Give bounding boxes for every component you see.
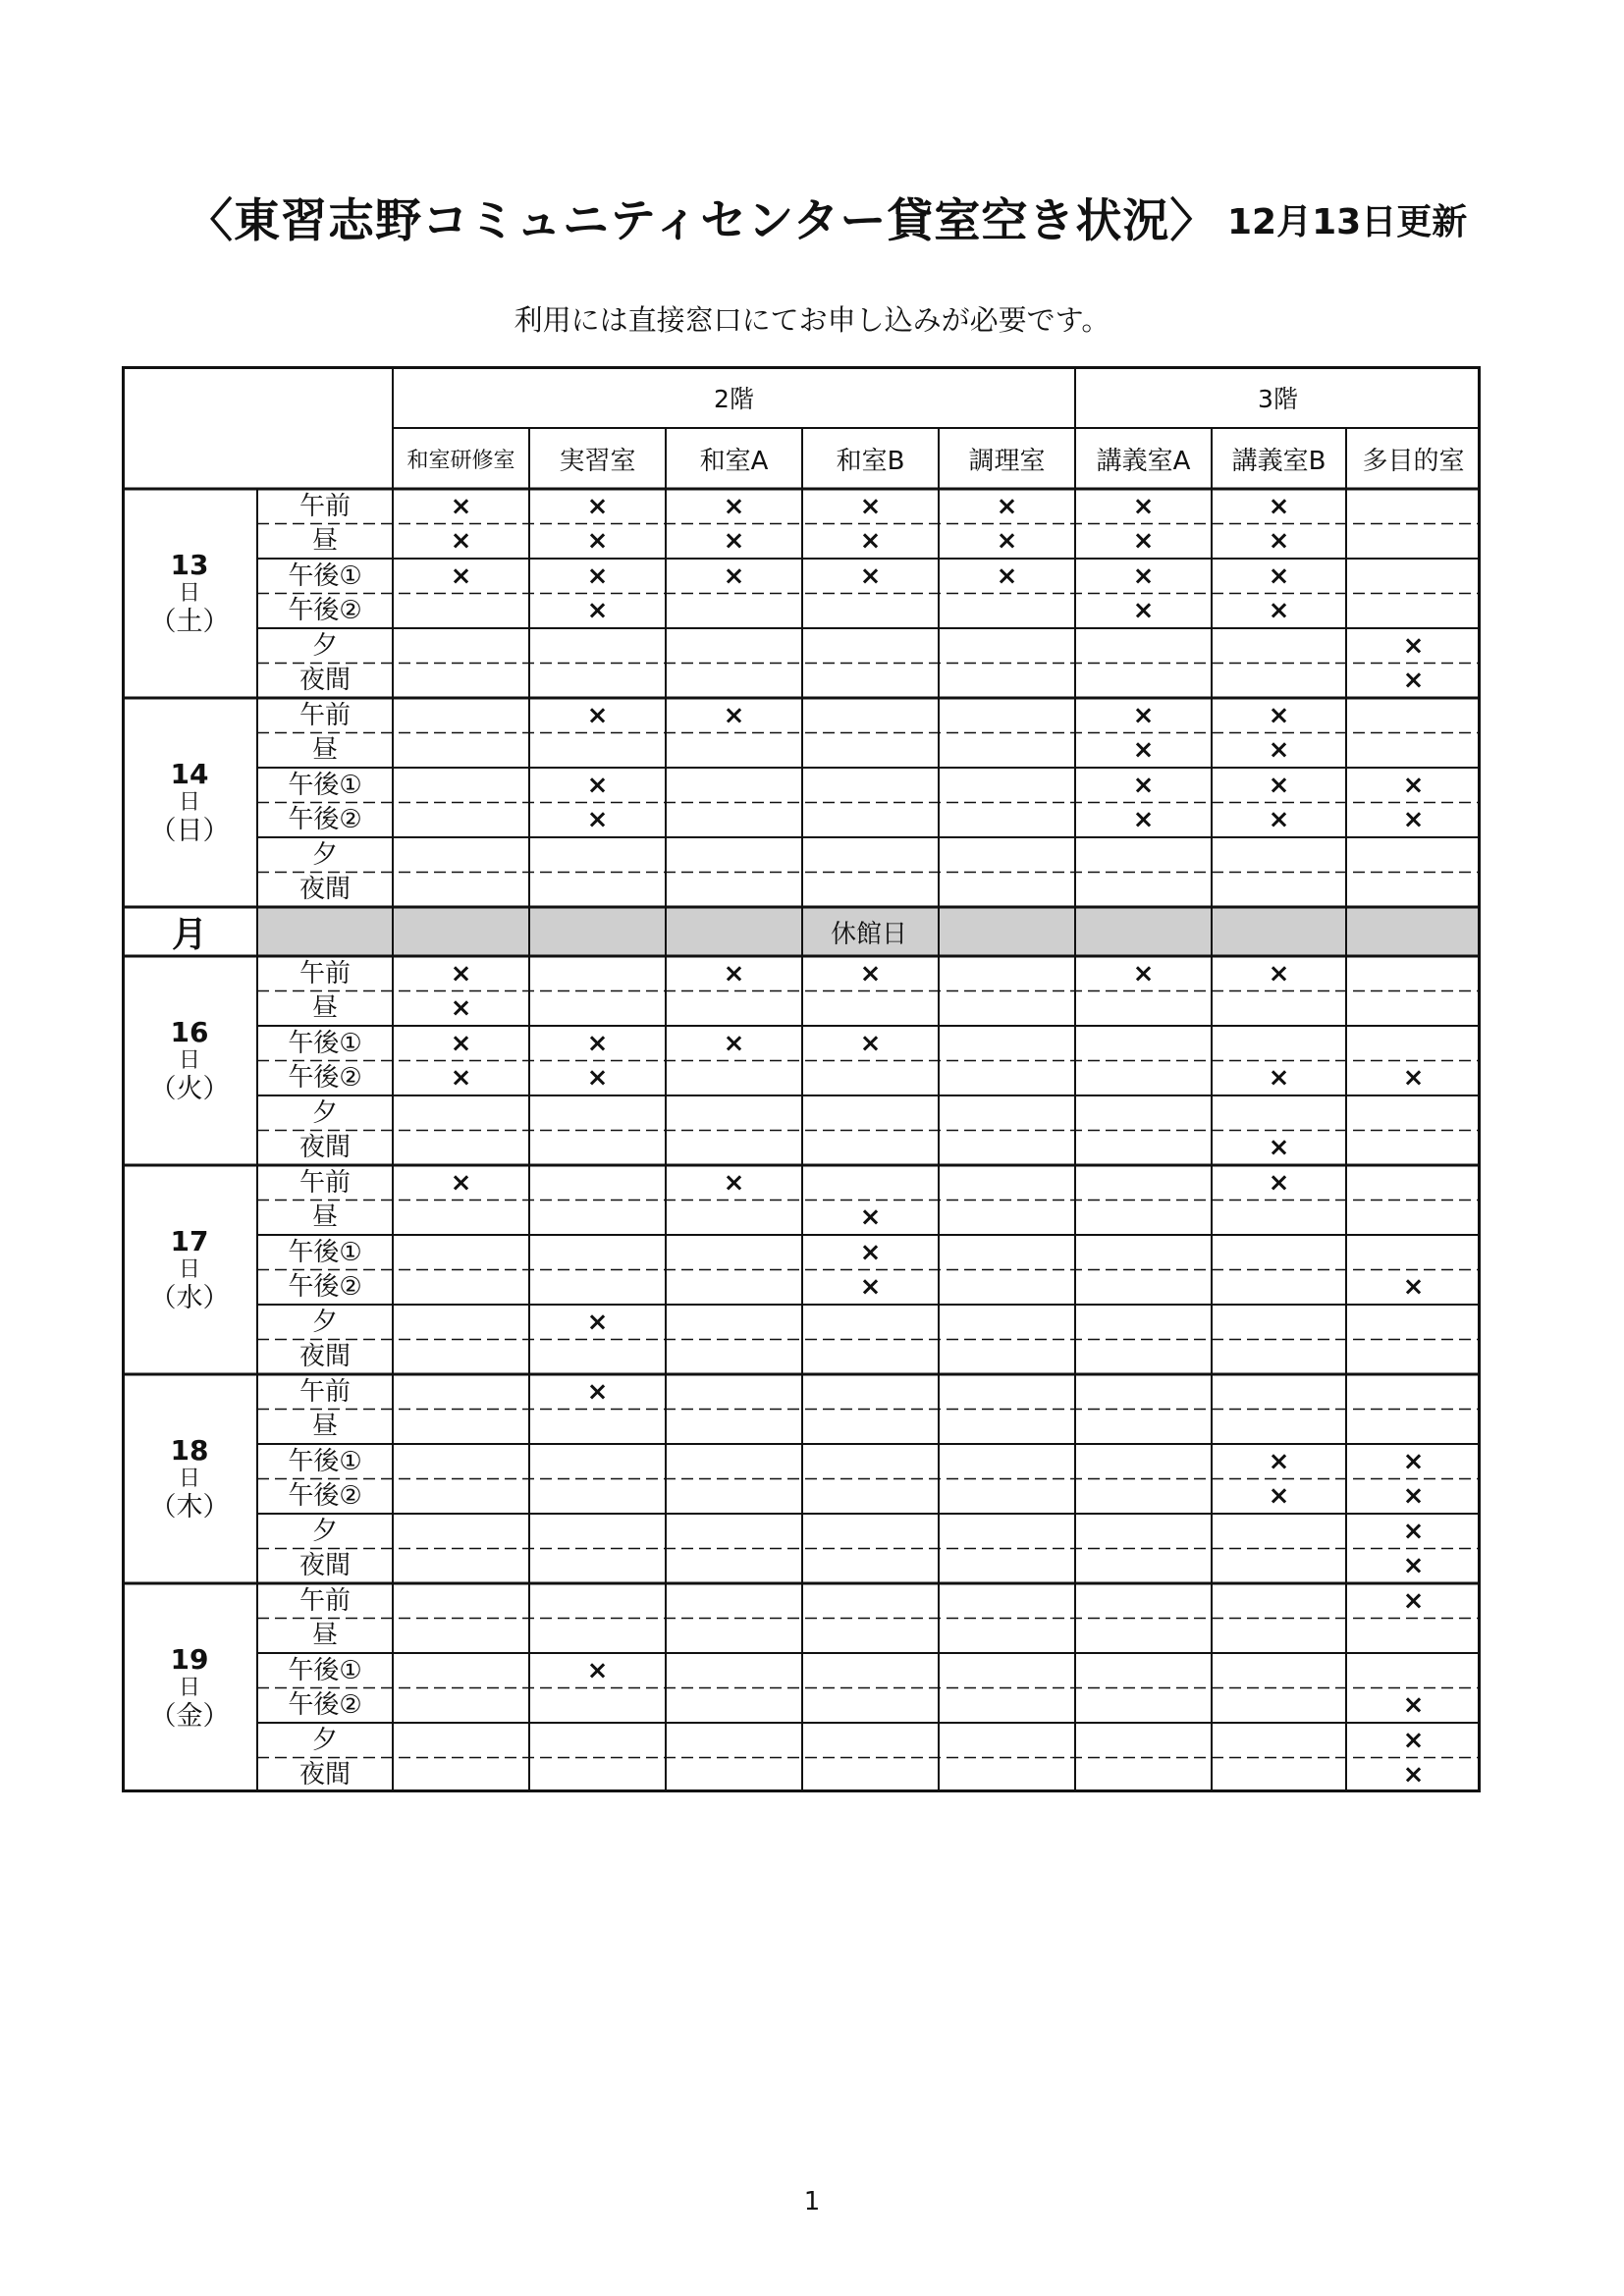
time-slot-label: 午前 bbox=[298, 1585, 351, 1616]
booked-mark: × bbox=[1402, 1551, 1425, 1581]
time-slot-label: 夜間 bbox=[298, 1133, 351, 1163]
booked-mark: × bbox=[1402, 1481, 1425, 1512]
time-slot-label: 夕 bbox=[311, 630, 338, 661]
booked-mark: × bbox=[586, 1307, 609, 1337]
day-unit: 日 bbox=[178, 581, 200, 607]
booked-mark: × bbox=[1402, 1446, 1425, 1476]
day-unit: 日 bbox=[178, 790, 200, 816]
booked-mark: × bbox=[996, 561, 1018, 591]
day-label bbox=[122, 698, 257, 907]
time-slot-label: 夜間 bbox=[298, 1760, 351, 1790]
day-unit: 日 bbox=[178, 1467, 200, 1492]
booked-mark: × bbox=[1132, 770, 1155, 800]
time-slot-label: 昼 bbox=[311, 1621, 338, 1651]
day-unit: 日 bbox=[178, 1048, 200, 1074]
booked-mark: × bbox=[1268, 958, 1290, 988]
booked-mark: × bbox=[1132, 958, 1155, 988]
booked-mark: × bbox=[450, 1063, 472, 1094]
day-number: 14 bbox=[170, 758, 209, 791]
booked-mark: × bbox=[450, 491, 472, 521]
day-unit: 日 bbox=[178, 1257, 200, 1283]
booked-mark: × bbox=[859, 561, 882, 591]
time-slot-label: 午後① bbox=[288, 1655, 362, 1685]
booked-mark: × bbox=[1402, 1516, 1425, 1546]
booked-mark: × bbox=[1268, 1133, 1290, 1163]
booked-mark: × bbox=[1268, 805, 1290, 835]
booked-mark: × bbox=[1402, 666, 1425, 696]
day-label bbox=[122, 1583, 257, 1792]
booked-mark: × bbox=[586, 700, 609, 730]
booked-mark: × bbox=[586, 1655, 609, 1685]
time-slot-label: 昼 bbox=[311, 993, 338, 1024]
day-number: 19 bbox=[170, 1643, 209, 1677]
booked-mark: × bbox=[450, 526, 472, 557]
booked-mark: × bbox=[1268, 561, 1290, 591]
day-weekday: （火） bbox=[149, 1074, 230, 1105]
booked-mark: × bbox=[1402, 1063, 1425, 1094]
booked-mark: × bbox=[723, 491, 745, 521]
booked-mark: × bbox=[1402, 1272, 1425, 1303]
booked-mark: × bbox=[586, 770, 609, 800]
day-number: 13 bbox=[170, 549, 209, 582]
booked-mark: × bbox=[1402, 1585, 1425, 1616]
booked-mark: × bbox=[586, 596, 609, 626]
closed-day-text: 休館日 bbox=[830, 919, 907, 949]
time-slot-label: 夕 bbox=[311, 1307, 338, 1337]
time-slot-label: 午後① bbox=[288, 1237, 362, 1267]
booked-mark: × bbox=[1402, 1760, 1425, 1790]
time-slot-label: 夜間 bbox=[298, 1551, 351, 1581]
booked-mark: × bbox=[586, 805, 609, 835]
time-slot-label: 午前 bbox=[298, 700, 351, 730]
time-slot-label: 夕 bbox=[311, 839, 338, 870]
booked-mark: × bbox=[1268, 1063, 1290, 1094]
day-number: 16 bbox=[170, 1016, 209, 1049]
booked-mark: × bbox=[996, 491, 1018, 521]
time-slot-label: 午後② bbox=[288, 1063, 362, 1094]
time-slot-label: 昼 bbox=[311, 526, 338, 557]
booked-mark: × bbox=[1402, 630, 1425, 661]
booked-mark: × bbox=[1268, 735, 1290, 766]
page-number: 1 bbox=[803, 2187, 821, 2216]
booked-mark: × bbox=[996, 526, 1018, 557]
booked-mark: × bbox=[450, 1167, 472, 1198]
booked-mark: × bbox=[586, 1063, 609, 1094]
booked-mark: × bbox=[859, 491, 882, 521]
day-number: 18 bbox=[170, 1434, 209, 1468]
room-header: 講義室B bbox=[1231, 446, 1326, 476]
booked-mark: × bbox=[450, 561, 472, 591]
room-header: 和室B bbox=[836, 446, 905, 476]
booked-mark: × bbox=[1268, 491, 1290, 521]
update-date: 12月13日更新 bbox=[1227, 202, 1468, 242]
time-slot-label: 午後① bbox=[288, 1446, 362, 1476]
time-slot-label: 夕 bbox=[311, 1516, 338, 1546]
day-number: 17 bbox=[170, 1225, 209, 1258]
time-slot-label: 午後② bbox=[288, 1690, 362, 1721]
day-label bbox=[122, 489, 257, 698]
day-weekday: （金） bbox=[149, 1701, 230, 1733]
room-header: 調理室 bbox=[968, 446, 1046, 476]
usage-note: 利用には直接窓口にてお申し込みが必要です。 bbox=[514, 303, 1110, 337]
day-label bbox=[122, 956, 257, 1165]
booked-mark: × bbox=[859, 1272, 882, 1303]
day-unit: 日 bbox=[178, 1676, 200, 1701]
booked-mark: × bbox=[1268, 596, 1290, 626]
time-slot-label: 夜間 bbox=[298, 1342, 351, 1372]
booked-mark: × bbox=[586, 1376, 609, 1407]
day-label bbox=[122, 1165, 257, 1374]
booked-mark: × bbox=[1402, 805, 1425, 835]
closed-day-label: 月 bbox=[171, 914, 207, 955]
time-slot-label: 午前 bbox=[298, 1376, 351, 1407]
time-slot-label: 午後① bbox=[288, 561, 362, 591]
day-label bbox=[122, 1374, 257, 1583]
time-slot-label: 昼 bbox=[311, 1202, 338, 1233]
availability-table bbox=[122, 366, 1481, 1792]
booked-mark: × bbox=[859, 1028, 882, 1058]
day-weekday: （土） bbox=[149, 607, 230, 638]
room-header: 多目的室 bbox=[1362, 446, 1465, 476]
time-slot-label: 午後② bbox=[288, 805, 362, 835]
booked-mark: × bbox=[1132, 735, 1155, 766]
booked-mark: × bbox=[723, 526, 745, 557]
booked-mark: × bbox=[723, 1028, 745, 1058]
time-slot-label: 夜間 bbox=[298, 666, 351, 696]
room-header: 実習室 bbox=[559, 446, 636, 476]
booked-mark: × bbox=[1132, 526, 1155, 557]
time-slot-label: 夜間 bbox=[298, 875, 351, 905]
booked-mark: × bbox=[1402, 770, 1425, 800]
booked-mark: × bbox=[450, 993, 472, 1024]
booked-mark: × bbox=[723, 700, 745, 730]
booked-mark: × bbox=[1132, 561, 1155, 591]
time-slot-label: 午後① bbox=[288, 1028, 362, 1058]
room-header: 講義室A bbox=[1096, 446, 1191, 476]
time-slot-label: 午後① bbox=[288, 770, 362, 800]
time-slot-label: 午後② bbox=[288, 1481, 362, 1512]
time-slot-label: 夕 bbox=[311, 1725, 338, 1755]
page-title: 〈東習志野コミュニティセンター貸室空き状況〉 bbox=[187, 194, 1218, 248]
booked-mark: × bbox=[450, 1028, 472, 1058]
floor-header: 2階 bbox=[714, 384, 754, 413]
time-slot-label: 午後② bbox=[288, 596, 362, 626]
booked-mark: × bbox=[859, 1237, 882, 1267]
booked-mark: × bbox=[586, 491, 609, 521]
booked-mark: × bbox=[1402, 1690, 1425, 1721]
booked-mark: × bbox=[586, 561, 609, 591]
time-slot-label: 午前 bbox=[298, 958, 351, 988]
booked-mark: × bbox=[859, 526, 882, 557]
booked-mark: × bbox=[1268, 770, 1290, 800]
booked-mark: × bbox=[1268, 526, 1290, 557]
booked-mark: × bbox=[586, 1028, 609, 1058]
booked-mark: × bbox=[1268, 1446, 1290, 1476]
booked-mark: × bbox=[723, 958, 745, 988]
booked-mark: × bbox=[1132, 491, 1155, 521]
day-weekday: （日） bbox=[149, 816, 230, 847]
booked-mark: × bbox=[450, 958, 472, 988]
booked-mark: × bbox=[859, 1202, 882, 1233]
booked-mark: × bbox=[859, 958, 882, 988]
booked-mark: × bbox=[1268, 700, 1290, 730]
day-weekday: （木） bbox=[149, 1492, 230, 1523]
booked-mark: × bbox=[1132, 596, 1155, 626]
time-slot-label: 午前 bbox=[298, 491, 351, 521]
booked-mark: × bbox=[723, 561, 745, 591]
booked-mark: × bbox=[1402, 1725, 1425, 1755]
booked-mark: × bbox=[1268, 1167, 1290, 1198]
time-slot-label: 昼 bbox=[311, 1412, 338, 1442]
room-header: 和室A bbox=[699, 446, 769, 476]
booked-mark: × bbox=[723, 1167, 745, 1198]
floor-header: 3階 bbox=[1258, 384, 1298, 413]
time-slot-label: 昼 bbox=[311, 735, 338, 766]
booked-mark: × bbox=[1132, 700, 1155, 730]
room-header: 和室研修室 bbox=[406, 448, 515, 473]
time-slot-label: 夕 bbox=[311, 1097, 338, 1128]
booked-mark: × bbox=[586, 526, 609, 557]
booked-mark: × bbox=[1132, 805, 1155, 835]
booked-mark: × bbox=[1268, 1481, 1290, 1512]
day-weekday: （水） bbox=[149, 1283, 230, 1314]
time-slot-label: 午前 bbox=[298, 1167, 351, 1198]
time-slot-label: 午後② bbox=[288, 1272, 362, 1303]
